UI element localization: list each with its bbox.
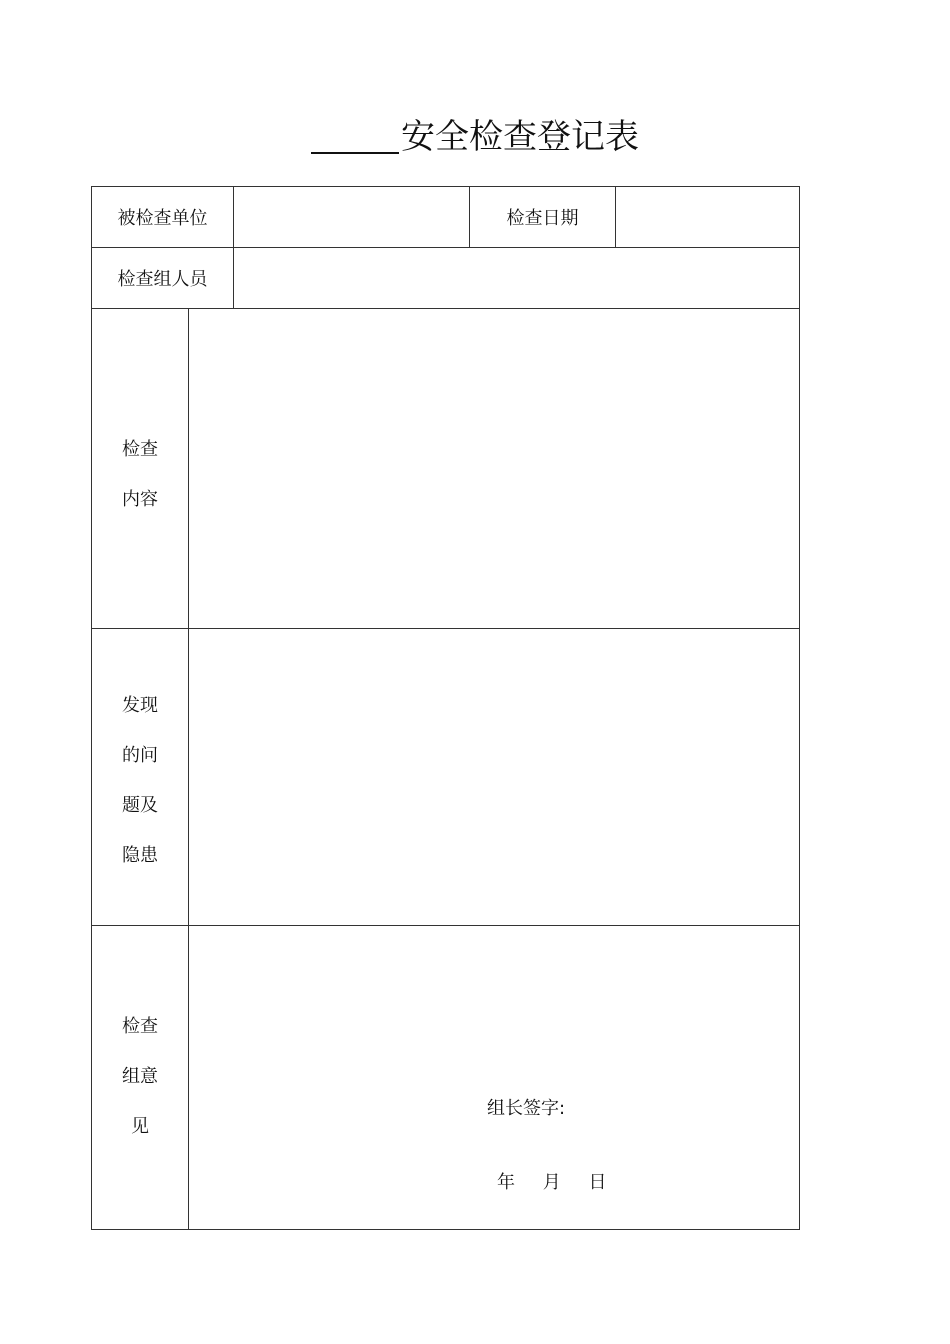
team-opinion-label	[92, 926, 188, 1229]
inspected-unit-label: 被检查单位	[117, 208, 208, 229]
inspection-date-field[interactable]	[616, 187, 799, 247]
label-line: 检查	[122, 438, 158, 460]
label-line: 发现	[122, 695, 158, 716]
team-opinion-field[interactable]	[189, 926, 799, 1076]
date-month: 月	[542, 1172, 561, 1193]
date-year: 年	[497, 1172, 515, 1193]
inspection-members-field[interactable]	[234, 248, 799, 308]
label-line: 隐患	[122, 845, 158, 866]
signature-date[interactable]	[497, 1168, 606, 1194]
date-day: 日	[588, 1172, 607, 1193]
inspected-unit-field[interactable]	[234, 187, 469, 247]
issues-found-label	[92, 629, 188, 925]
leader-signature-label: 组长签字:	[487, 1098, 566, 1119]
inspection-date-label: 检查日期	[506, 208, 579, 229]
inspection-members-label: 检查组人员	[117, 269, 208, 290]
label-line: 检查	[122, 1015, 158, 1037]
label-line: 见	[131, 1115, 149, 1137]
inspection-content-field[interactable]	[189, 309, 799, 628]
label-line: 组意	[122, 1065, 158, 1087]
title-text: 安全检查登记表	[401, 117, 639, 157]
label-line: 的问	[122, 745, 158, 766]
table-border-right	[799, 186, 800, 1230]
title-blank-underline[interactable]	[311, 114, 399, 154]
inspection-content-label	[92, 309, 188, 628]
label-line: 题及	[122, 795, 158, 816]
label-line: 内容	[122, 488, 158, 510]
issues-found-field[interactable]	[189, 629, 799, 925]
table-border-bottom	[91, 1229, 800, 1230]
page-title	[0, 112, 950, 162]
